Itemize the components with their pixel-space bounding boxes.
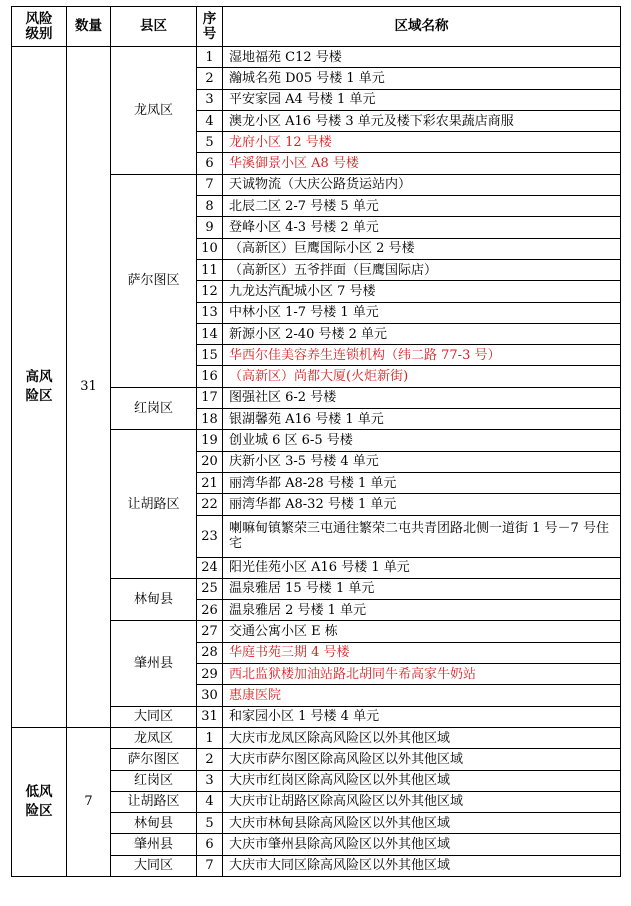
county-cell: 红岗区	[111, 770, 197, 791]
area-name-cell: 图强社区 6-2 号楼	[223, 387, 621, 408]
area-name-cell: 天诚物流（大庆公路货运站内）	[223, 174, 621, 195]
seq-cell: 30	[197, 685, 223, 706]
seq-cell: 2	[197, 68, 223, 89]
seq-cell: 2	[197, 749, 223, 770]
seq-cell: 9	[197, 217, 223, 238]
seq-cell: 19	[197, 430, 223, 451]
county-cell: 萨尔图区	[111, 174, 197, 387]
area-name-cell: 新源小区 2-40 号楼 2 单元	[223, 323, 621, 344]
seq-cell: 3	[197, 89, 223, 110]
county-cell: 龙凤区	[111, 727, 197, 748]
area-name-cell: 温泉雅居 15 号楼 1 单元	[223, 578, 621, 599]
seq-cell: 8	[197, 196, 223, 217]
county-cell: 让胡路区	[111, 791, 197, 812]
area-name-cell: 大庆市林甸县除高风险区以外其他区域	[223, 813, 621, 834]
area-name-cell: 丽湾华都 A8-28 号楼 1 单元	[223, 472, 621, 493]
seq-cell: 17	[197, 387, 223, 408]
header-row	[12, 7, 621, 47]
low-risk-count: 7	[67, 727, 111, 876]
area-name-cell: 大庆市肇州县除高风险区以外其他区域	[223, 834, 621, 855]
seq-cell: 23	[197, 515, 223, 557]
seq-cell: 22	[197, 494, 223, 515]
seq-cell: 27	[197, 621, 223, 642]
county-cell: 林甸县	[111, 813, 197, 834]
area-name-cell: 瀚城名苑 D05 号楼 1 单元	[223, 68, 621, 89]
seq-cell: 28	[197, 642, 223, 663]
area-name-cell: 大庆市大同区除高风险区以外其他区域	[223, 855, 621, 876]
seq-cell: 5	[197, 132, 223, 153]
area-name-cell: 温泉雅居 2 号楼 1 单元	[223, 600, 621, 621]
area-name-cell: 阳光佳苑小区 A16 号楼 1 单元	[223, 557, 621, 578]
area-name-cell: 银湖馨苑 A16 号楼 1 单元	[223, 409, 621, 430]
seq-cell: 15	[197, 345, 223, 366]
area-name-cell: 澳龙小区 A16 号楼 3 单元及楼下彩农果蔬店商服	[223, 110, 621, 131]
area-name-cell: 西北监狱楼加油站路北胡同牛希高家牛奶站	[223, 664, 621, 685]
seq-cell: 21	[197, 472, 223, 493]
high-risk-level: 高风 险区	[12, 47, 67, 728]
area-name-cell: 华庭书苑三期 4 号楼	[223, 642, 621, 663]
area-name-cell: 中林小区 1-7 号楼 1 单元	[223, 302, 621, 323]
high-risk-count: 31	[67, 47, 111, 728]
county-cell: 让胡路区	[111, 430, 197, 578]
area-name-cell: 和家园小区 1 号楼 4 单元	[223, 706, 621, 727]
area-name-cell: （高新区）五爷拌面（巨鹰国际店）	[223, 259, 621, 280]
seq-cell: 29	[197, 664, 223, 685]
header-count: 数量	[67, 7, 111, 47]
seq-cell: 1	[197, 727, 223, 748]
header-county: 县区	[111, 7, 197, 47]
header-area-name: 区域名称	[223, 7, 621, 47]
area-name-cell: 登峰小区 4-3 号楼 2 单元	[223, 217, 621, 238]
seq-cell: 7	[197, 174, 223, 195]
county-cell: 龙凤区	[111, 47, 197, 175]
header-level: 风险 级别	[12, 7, 67, 47]
area-name-cell: 华西尔佳美容养生连锁机构（纬二路 77-3 号）	[223, 345, 621, 366]
seq-cell: 25	[197, 578, 223, 599]
seq-cell: 10	[197, 238, 223, 259]
seq-cell: 18	[197, 409, 223, 430]
area-name-cell: （高新区）巨鹰国际小区 2 号楼	[223, 238, 621, 259]
county-cell: 林甸县	[111, 578, 197, 621]
county-cell: 肇州县	[111, 834, 197, 855]
seq-cell: 26	[197, 600, 223, 621]
seq-cell: 4	[197, 791, 223, 812]
seq-cell: 14	[197, 323, 223, 344]
area-name-cell: 华溪御景小区 A8 号楼	[223, 153, 621, 174]
seq-cell: 12	[197, 281, 223, 302]
county-cell: 肇州县	[111, 621, 197, 706]
area-name-cell: 大庆市萨尔图区除高风险区以外其他区域	[223, 749, 621, 770]
area-name-cell: 大庆市让胡路区除高风险区以外其他区域	[223, 791, 621, 812]
county-cell: 红岗区	[111, 387, 197, 430]
county-cell: 萨尔图区	[111, 749, 197, 770]
seq-cell: 7	[197, 855, 223, 876]
seq-cell: 3	[197, 770, 223, 791]
area-name-cell: 惠康医院	[223, 685, 621, 706]
area-name-cell: 创业城 6 区 6-5 号楼	[223, 430, 621, 451]
low-risk-level: 低风 险区	[12, 727, 67, 876]
area-name-cell: 北辰二区 2-7 号楼 5 单元	[223, 196, 621, 217]
seq-cell: 13	[197, 302, 223, 323]
header-seq: 序 号	[197, 7, 223, 47]
seq-cell: 6	[197, 153, 223, 174]
area-name-cell: 九龙达汽配城小区 7 号楼	[223, 281, 621, 302]
area-name-cell: 庆新小区 3-5 号楼 4 单元	[223, 451, 621, 472]
seq-cell: 6	[197, 834, 223, 855]
county-cell: 大同区	[111, 706, 197, 727]
area-name-cell: 平安家园 A4 号楼 1 单元	[223, 89, 621, 110]
area-name-cell: 喇嘛甸镇繁荣三屯通往繁荣二屯共青团路北侧一道街 1 号－7 号住宅	[223, 515, 621, 557]
table-row	[12, 47, 621, 68]
seq-cell: 1	[197, 47, 223, 68]
area-name-cell: 大庆市红岗区除高风险区以外其他区域	[223, 770, 621, 791]
area-name-cell: 龙府小区 12 号楼	[223, 132, 621, 153]
area-name-cell: （高新区）尚都大厦(火炬新街)	[223, 366, 621, 387]
seq-cell: 11	[197, 259, 223, 280]
risk-area-table-body	[12, 7, 621, 877]
county-cell: 大同区	[111, 855, 197, 876]
seq-cell: 5	[197, 813, 223, 834]
seq-cell: 20	[197, 451, 223, 472]
seq-cell: 24	[197, 557, 223, 578]
area-name-cell: 交通公寓小区 E 栋	[223, 621, 621, 642]
seq-cell: 16	[197, 366, 223, 387]
seq-cell: 4	[197, 110, 223, 131]
table-row	[12, 727, 621, 748]
area-name-cell: 大庆市龙凤区除高风险区以外其他区域	[223, 727, 621, 748]
seq-cell: 31	[197, 706, 223, 727]
risk-area-table	[11, 6, 621, 877]
area-name-cell: 丽湾华都 A8-32 号楼 1 单元	[223, 494, 621, 515]
area-name-cell: 湿地福苑 C12 号楼	[223, 47, 621, 68]
